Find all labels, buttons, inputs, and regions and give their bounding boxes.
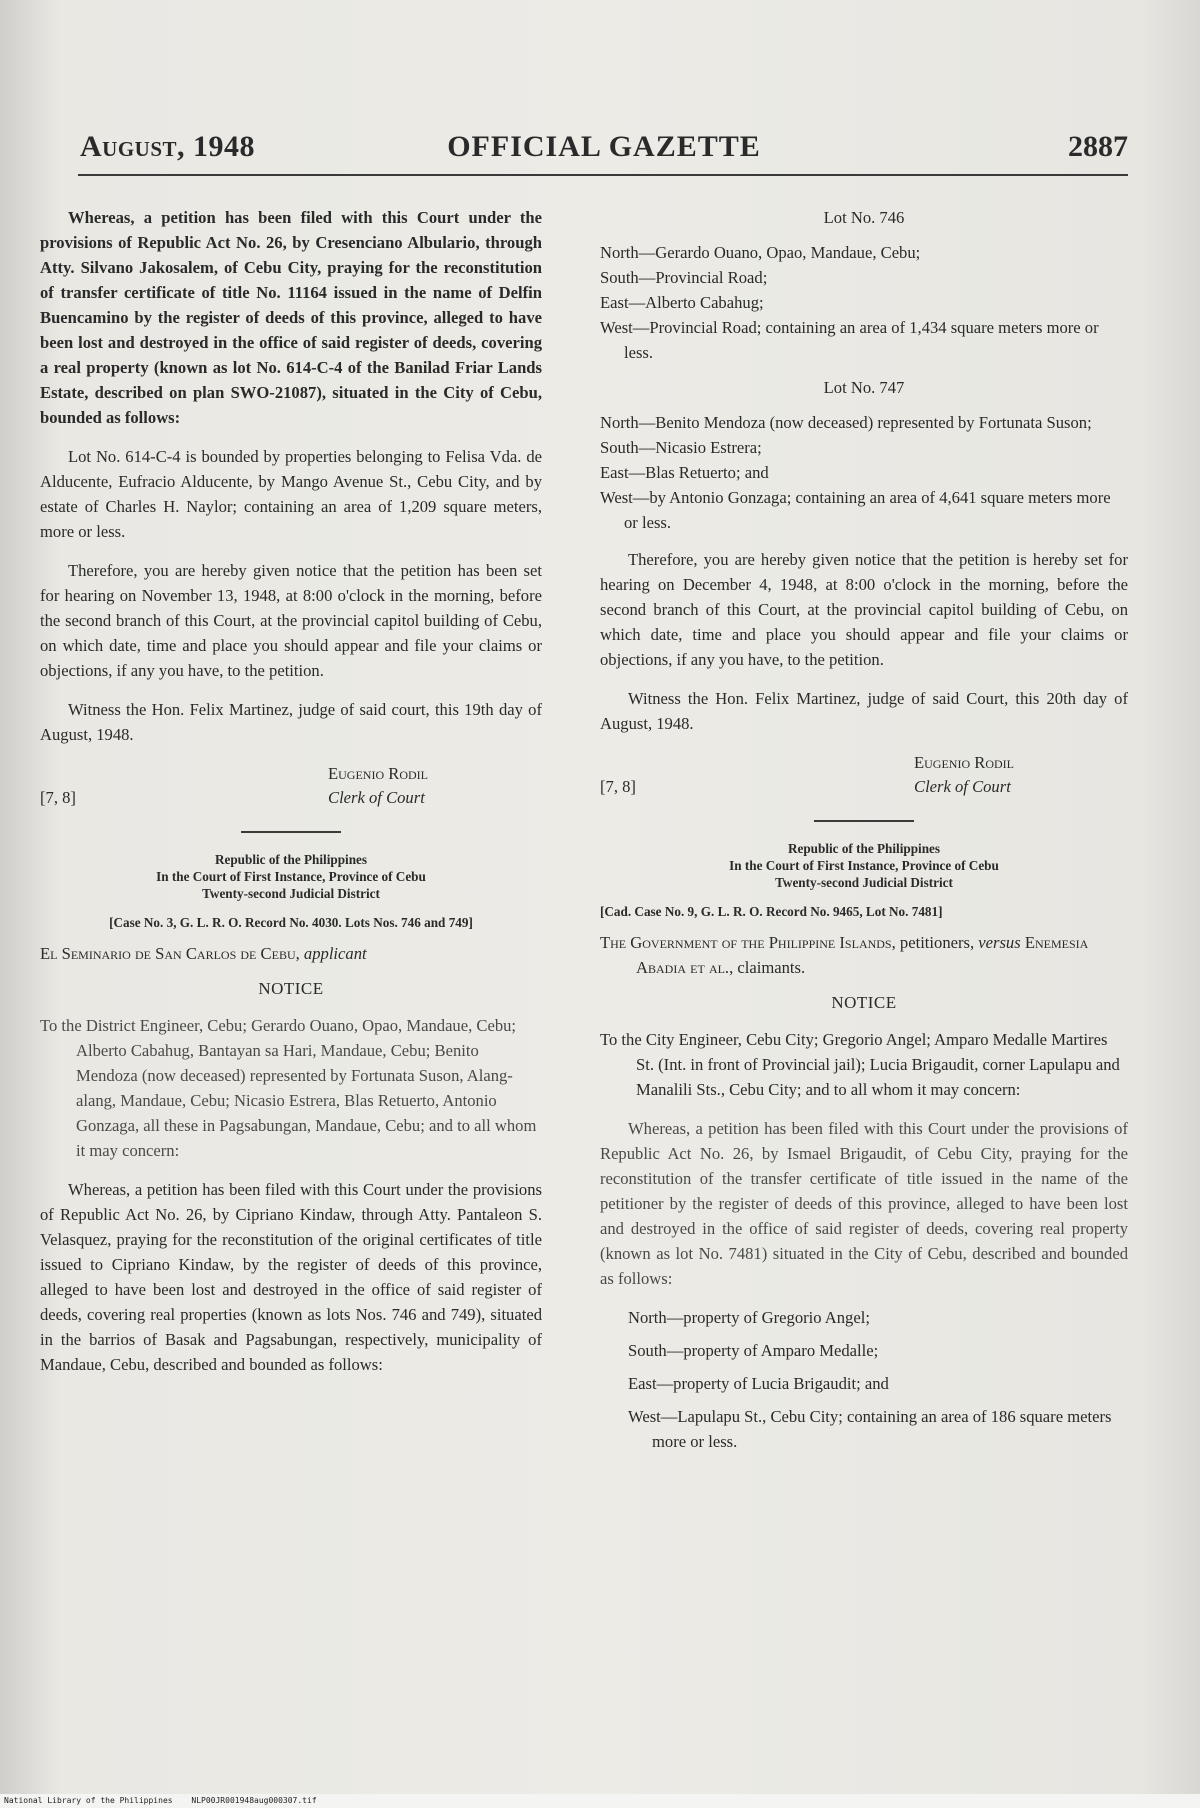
paragraph-witness-1: Witness the Hon. Felix Martinez, judge of said court, this 19th day of August, 1948. <box>40 700 542 744</box>
lot-747-south: South—Nicasio Estrera; <box>600 438 762 457</box>
lot-747-west: West—by Antonio Gonzaga; containing an area of 4,641 square meters more or less. <box>600 488 1111 532</box>
lot-746-east: East—Alberto Cabahug; <box>600 293 764 312</box>
notice-heading: NOTICE <box>831 993 897 1012</box>
case-ref: [7, 8] <box>40 788 76 807</box>
lot-747-east: East—Blas Retuerto; and <box>600 463 769 482</box>
signatory-name: Eugenio Rodil <box>328 764 429 783</box>
case-number: [Cad. Case No. 9, G. L. R. O. Record No. 9465, Lot No. 7481] <box>600 904 943 919</box>
footer-file: NLP00JR001948aug000307.tif <box>191 1796 317 1805</box>
lot-746-west: West—Provincial Road; containing an area of 1,434 square meters more or less. <box>600 318 1099 362</box>
boundary-east: East—property of Lucia Brigaudit; and <box>628 1374 889 1393</box>
boundary-south: South—property of Amparo Medalle; <box>628 1341 879 1360</box>
right-column <box>600 205 1128 1462</box>
scan-footer <box>0 1794 1200 1808</box>
court-heading-line-3: Twenty-second Judicial District <box>775 875 953 890</box>
lot-747-north: North—Benito Mendoza (now deceased) represented by Fortunata Suson; <box>600 413 1092 432</box>
paragraph-witness-2: Witness the Hon. Felix Martinez, judge of said Court, this 20th day of August, 1948. <box>600 689 1128 733</box>
page-number: 2887 <box>1068 130 1128 163</box>
signature-block <box>600 750 1128 806</box>
lot-746-south: South—Provincial Road; <box>600 268 768 287</box>
court-heading-line-3: Twenty-second Judicial District <box>202 886 380 901</box>
paragraph-lot-614: Lot No. 614-C-4 is bounded by properties belonging to Felisa Vda. de Alducente, Eufracio Alducente, by Mango Avenue St., Cebu City, and by estate of Charles H. Naylor; containing an area of 1,209 square meters, more or less. <box>40 447 542 541</box>
left-column <box>40 205 542 1391</box>
paragraph-therefore-2: Therefore, you are hereby given notice that the petition is hereby set for hearing on December 4, 1948, at 8:00 o'clock in the morning, before the second branch of this Court, at the provincial capitol building of Cebu, on which date, time and place you should appear and file your claims or objections, if any you have, to the petition. <box>600 550 1128 669</box>
lot-747-title: Lot No. 747 <box>823 378 905 397</box>
signature-block <box>40 761 542 817</box>
section-divider <box>241 831 341 833</box>
claimant-name: Enemesia Abadia et al., <box>636 933 1089 977</box>
signatory-name: Eugenio Rodil <box>914 753 1015 772</box>
paragraph-whereas-1: Whereas, a petition has been filed with this Court under the provisions of Republic Act No. 26, by Cresenciano Albulario, through Atty. Silvano Jakosalem, of Cebu City, praying for the reconstitution of transfer certificate of title No. 11164 issued in the name of Delfin Buencamino by the register of deeds of this province, alleged to have been lost and destroyed in the office of said register of deeds, covering a real property (known as lot No. 614-C-4 of the Banilad Friar Lands Estate, described on plan SWO-21087), situated in the City of Cebu, bounded as follows: <box>40 208 542 427</box>
page-header <box>80 130 1128 178</box>
paragraph-whereas-2: Whereas, a petition has been filed with this Court under the provisions of Republic Act No. 26, by Cipriano Kindaw, through Atty. Pantaleon S. Velasquez, praying for the reconstitution of the original certificates of title issued to Cipriano Kindaw, by the register of deeds of this province, alleged to have been lost and destroyed in the office of said register of deeds, covering real properties (known as lots Nos. 746 and 749), situated in the barrios of Basak and Pagsabungan, respectively, municipality of Mandaue, Cebu, described and bounded as follows: <box>40 1180 542 1374</box>
case-number: [Case No. 3, G. L. R. O. Record No. 4030. Lots Nos. 746 and 749] <box>109 915 473 930</box>
section-divider <box>814 820 914 822</box>
versus-label: versus <box>978 933 1021 952</box>
header-date: August, 1948 <box>80 130 256 163</box>
paragraph-therefore-1: Therefore, you are hereby given notice that the petition has been set for hearing on November 13, 1948, at 8:00 o'clock in the morning, before the second branch of this Court, at the provincial capitol building of Cebu, on which date, time and place you should appear and file your claims or objections, if any you have, to the petition. <box>40 561 542 680</box>
footer-library: National Library of the Philippines <box>4 1796 173 1805</box>
court-heading-line-1: Republic of the Philippines <box>214 852 368 867</box>
parties-line <box>600 930 1128 980</box>
boundary-north: North—property of Gregorio Angel; <box>628 1308 870 1327</box>
lot-746-title: Lot No. 746 <box>823 208 905 227</box>
applicant-role: applicant <box>303 944 367 963</box>
court-heading-line-2: In the Court of First Instance, Province of Cebu <box>156 869 426 884</box>
boundary-west: West—Lapulapu St., Cebu City; containing an area of 186 square meters more or less. <box>628 1407 1112 1451</box>
case-ref: [7, 8] <box>600 777 636 796</box>
signatory-role: Clerk of Court <box>328 788 425 807</box>
paragraph-whereas-3: Whereas, a petition has been filed with this Court under the provisions of Republic Act No. 26, by Ismael Brigaudit, of Cebu City, praying for the reconstitution of the transfer certificate of title issued in the name of the petitioner by the register of deeds of this province, alleged to have been lost and destroyed in the office of said register of deeds, covering real property (known as lot No. 7481) situated in the City of Cebu, described and bounded as follows: <box>600 1119 1128 1288</box>
header-rule <box>78 174 1128 176</box>
court-heading-line-2: In the Court of First Instance, Province of Cebu <box>729 858 999 873</box>
addressees: To the City Engineer, Cebu City; Gregorio Angel; Amparo Medalle Martires St. (Int. in front of Provincial jail); Lucia Brigaudit, corner Lapulapu and Manalili Sts., Cebu City; and to all whom it may concern: <box>600 1030 1120 1099</box>
addressees: To the District Engineer, Cebu; Gerardo Ouano, Opao, Mandaue, Cebu; Alberto Cabahug, Bantayan sa Hari, Mandaue, Cebu; Benito Mendoza (now deceased) represented by Fortunata Suson, Alang-alang, Mandaue, Cebu; Nicasio Estrera, Blas Retuerto, Antonio Gonzaga, all these in Pagsabungan, Mandaue, Cebu; and to all whom it may concern: <box>40 1016 537 1160</box>
applicant-line <box>40 941 542 966</box>
petitioner-name: The Government of the Philippine Islands, <box>600 933 896 952</box>
applicant-name: El Seminario de San Carlos de Cebu, <box>40 944 300 963</box>
header-title: OFFICIAL GAZETTE <box>447 130 761 163</box>
signatory-role: Clerk of Court <box>914 777 1011 796</box>
court-heading-line-1: Republic of the Philippines <box>787 841 941 856</box>
petitioner-role: petitioners, <box>899 933 975 952</box>
notice-heading: NOTICE <box>258 979 324 998</box>
claimant-role: claimants. <box>737 958 806 977</box>
lot-746-north: North—Gerardo Ouano, Opao, Mandaue, Cebu; <box>600 243 921 262</box>
